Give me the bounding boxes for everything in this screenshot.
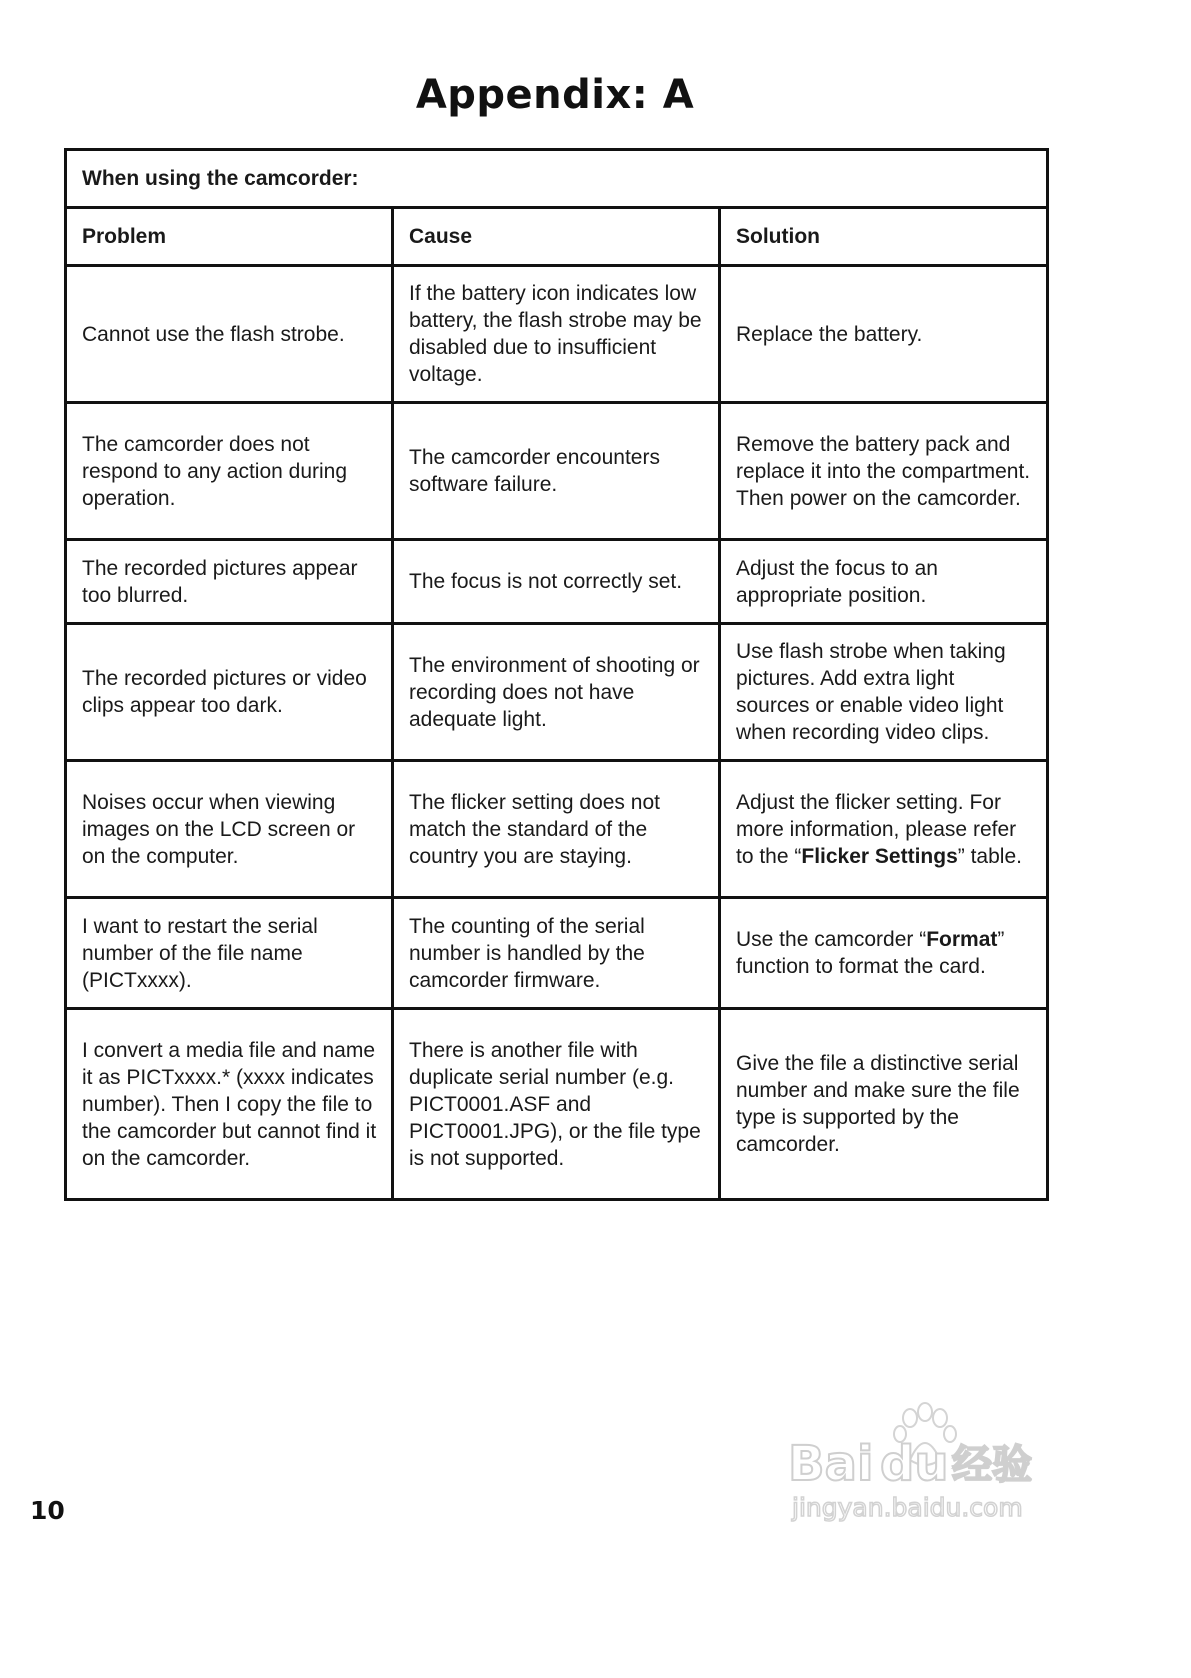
cause-cell: There is another file with duplicate serial number (e.g. PICT0001.ASF and PICT0001.JPG), or the file type is not supported. <box>393 1009 720 1200</box>
baidu-watermark <box>788 1400 1048 1525</box>
solution-text: ” table. <box>957 844 1022 868</box>
cause-cell: The environment of shooting or recording does not have adequate light. <box>393 624 720 761</box>
solution-cell: Remove the battery pack and replace it into the compartment. Then power on the camcorder. <box>720 403 1048 540</box>
table-caption: When using the camcorder: <box>66 150 1048 208</box>
problem-cell: I convert a media file and name it as PICTxxxx.* (xxxx indicates number). Then I copy the file to the camcorder but cannot find it on the camcorder. <box>66 1009 393 1200</box>
baidu-paw-logo-icon <box>788 1400 1048 1525</box>
problem-cell: The recorded pictures or video clips appear too dark. <box>66 624 393 761</box>
watermark-url: jingyan.baidu.com <box>792 1493 1023 1522</box>
table-row <box>66 898 1048 1009</box>
cause-cell: The flicker setting does not match the standard of the country you are staying. <box>393 761 720 898</box>
cause-cell: The focus is not correctly set. <box>393 540 720 624</box>
header-solution: Solution <box>720 208 1048 266</box>
watermark-cn: 经验 <box>952 1442 1032 1488</box>
table-row <box>66 1009 1048 1200</box>
page-number: 10 <box>30 1496 65 1525</box>
solution-text: Adjust the flicker setting. For more information, please refer to the “ <box>736 790 1017 868</box>
solution-cell: Adjust the focus to an appropriate position. <box>720 540 1048 624</box>
page-title: Appendix: A <box>415 72 695 118</box>
problem-cell: Noises occur when viewing images on the LCD screen or on the computer. <box>66 761 393 898</box>
table-header-row <box>66 208 1048 266</box>
table-row <box>66 266 1048 403</box>
problem-cell: Cannot use the flash strobe. <box>66 266 393 403</box>
solution-cell <box>720 898 1048 1009</box>
header-cause: Cause <box>393 208 720 266</box>
cause-cell: The camcorder encounters software failure. <box>393 403 720 540</box>
flicker-settings-ref: Flicker Settings <box>801 844 958 868</box>
cause-cell: The counting of the serial number is handled by the camcorder firmware. <box>393 898 720 1009</box>
table-row <box>66 540 1048 624</box>
problem-cell: The camcorder does not respond to any action during operation. <box>66 403 393 540</box>
table-caption-row <box>66 150 1048 208</box>
troubleshooting-table <box>64 148 1049 1201</box>
problem-cell: I want to restart the serial number of the file name (PICTxxxx). <box>66 898 393 1009</box>
table-row <box>66 403 1048 540</box>
solution-text: ” function to format the card. <box>736 928 1005 978</box>
watermark-brand: Bai <box>788 1436 874 1492</box>
table-row <box>66 761 1048 898</box>
solution-cell <box>720 761 1048 898</box>
solution-cell: Replace the battery. <box>720 266 1048 403</box>
solution-text: Use the camcorder “ <box>736 928 927 951</box>
solution-cell: Use flash strobe when taking pictures. Add extra light sources or enable video light when recording video clips. <box>720 624 1048 761</box>
table-row <box>66 624 1048 761</box>
header-problem: Problem <box>66 208 393 266</box>
watermark-brand-tail: du <box>880 1436 949 1492</box>
problem-cell: The recorded pictures appear too blurred. <box>66 540 393 624</box>
cause-cell: If the battery icon indicates low battery, the flash strobe may be disabled due to insufficient voltage. <box>393 266 720 403</box>
format-ref: Format <box>926 928 998 951</box>
solution-cell: Give the file a distinctive serial number and make sure the file type is supported by the camcorder. <box>720 1009 1048 1200</box>
